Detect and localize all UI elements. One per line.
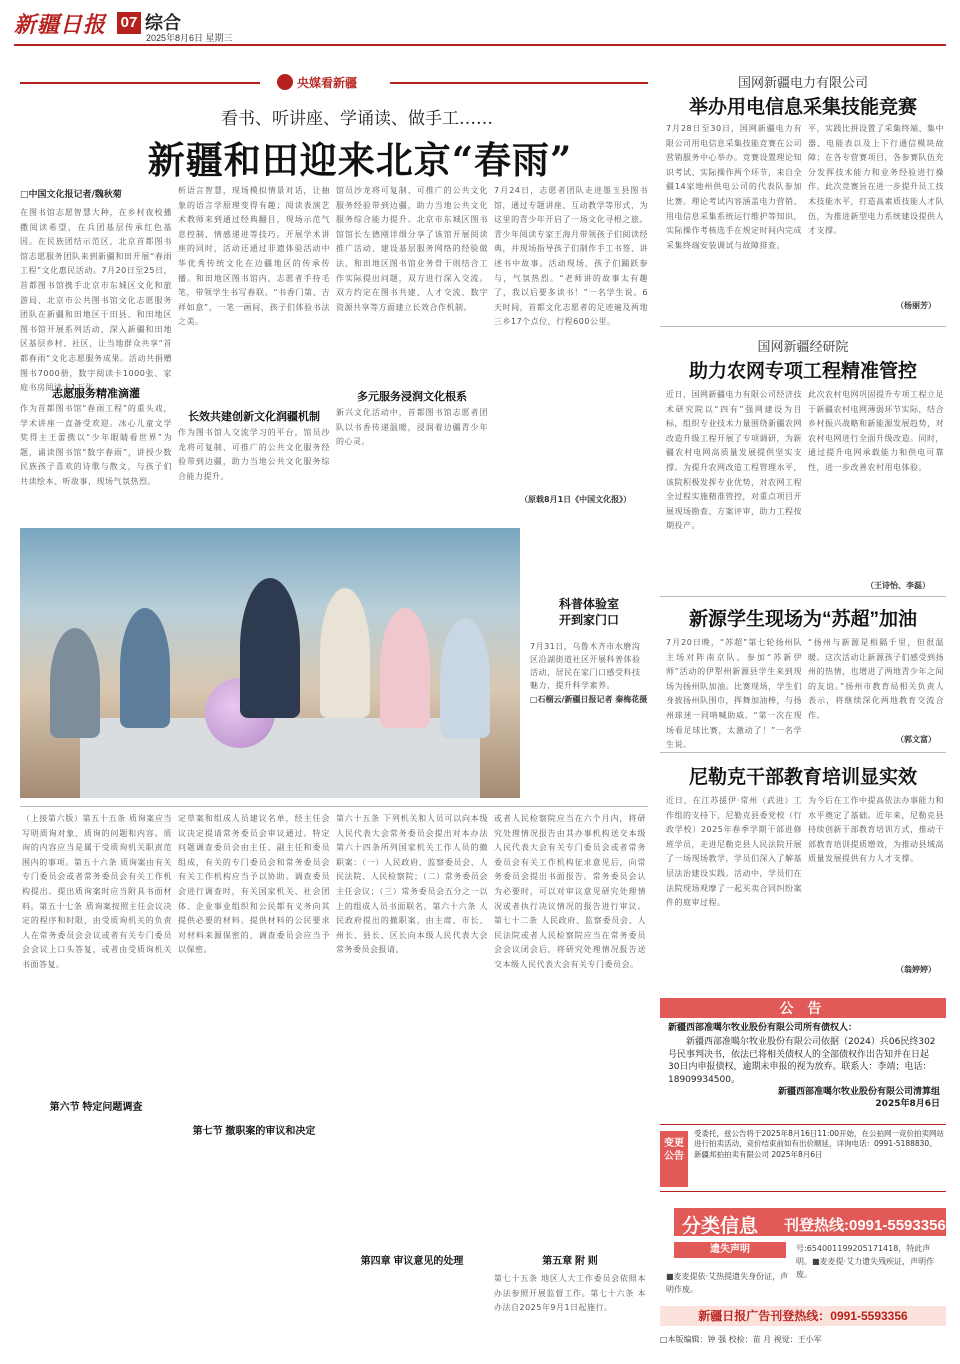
article2-column-1: 近日，国网新疆电力有限公司经济技术研究院以“四有”强网建设为目标，组织专业技术力量围绕新疆农网改造升级工程开展了专项调研，为新疆农村电网高质量发展提供坚实支撑。为提升农网改造工程管理水平，该院积极发挥专业优势，对农网工程全过程实施精准管控，对重点项目开展现场勘查、方案评审，助力工程按期投产。 (666, 390, 802, 531)
lead-byline: □中国文化报记者/魏秋菊 (20, 190, 122, 200)
classified-hotline: 刊登热线:0991-5593356 (784, 1217, 946, 1234)
article4-column-2: 为今后在工作中提高依法办事能力和水平奠定了基础。近年来，尼勒克县持续创新干部教育培训方式，推动干部教育培训提质增效，为推动县域高质量发展提供有力人才支撑。 (808, 796, 944, 864)
photo-table (80, 718, 480, 798)
divider (660, 752, 946, 753)
lead-subhead-2: 长效共建创新文化润疆机制 (188, 411, 320, 423)
lead-column-3: 馆员沙龙将可复制、可推广的公共文化服务经验带到边疆，助力当地公共文化服务综合能力提升。北京市东城区图书馆馆长左德刚详细分享了该馆开展阅读推广活动、建设基层服务网络的经验做法，和田地区图书馆业务骨干则结合工作实际提出问题，双方进行深入交流。双方约定在图书共建、人才交流、数字资源共享等方面建立长效合作机制。 (336, 186, 488, 312)
notice-signer: 新疆西部准噶尔牧业股份有限公司清算组 (777, 1087, 940, 1098)
article3-column-2: “扬州与新源是相隔千里，但很温暖。这次活动让新源孩子们感受到扬州的热情，也增进了两地青少年之间的友谊。”扬州市教育局相关负责人表示，将继续深化两地教育交流合作。 (808, 638, 944, 720)
masthead (14, 8, 946, 46)
classified-title: 分类信息 (682, 1216, 759, 1237)
lead-subhead-1: 志愿服务精准滴灌 (52, 388, 140, 400)
divider (20, 806, 648, 807)
article4-headline: 尼勒克干部教育培训显实效 (688, 767, 917, 788)
divider (20, 82, 260, 84)
law-column-2: 定草案和组成人员建议名单，经主任会议决定提请常务委员会审议通过。特定问题调查委员会由主任、副主任和委员组成，有关的专门委员会和常务委员会有关工作机构应当予以协助。调查委员会进行调查时，有关国家机关、社会团体、企业事业组织和公民都有义务向其提供必要的材料。提供材料的公民要求对材料来源保密的，调查委员会应当予以保密。 (178, 814, 330, 955)
lost-notice-header: 遗失声明 (674, 1242, 786, 1258)
section-name: 综合 (145, 13, 181, 33)
law-column-4: 或者人民检察院应当在六个月内，将研究处理情况报告由其办事机构送交本级人民代表大会有关专门委员会或者常务委员会有关工作机构征求意见后，向常务委员会提出书面报告。常务委员会认为必要时，可以对审议意见研究处理情况或者执行决议情况的报告进行审议。第七十二条 人民政府、监察委员会、人民法院或者人民检察院应当在常务委员会会议闭会后，将研究处理情况报告送交本级人民代表大会有关专门委员会。 (494, 814, 646, 969)
classified-header (674, 1208, 946, 1236)
newspaper-logo: 新疆日报 (14, 12, 107, 38)
ad-hotline-bar: 新疆日报广告刊登热线：0991-5593356 (660, 1306, 946, 1326)
article1-column-2: 平，实践比拼设置了采集终端、集中器、电能表以及上下行通信模块故障；在各专营赛项目，各参赛队伍充分发挥技术能力和业务经验进行操作。此次竞赛旨在进一步提升员工技术技能水平，打造高素质技能人才队伍，为推进新型电力系统建设提供人才支撑。 (808, 124, 944, 236)
badge-dot-icon (277, 74, 293, 90)
lost-notice-2: 号:654001199205171418，特此声明。■麦麦提·艾力遗失残疾证，声明作废。 (796, 1244, 935, 1279)
article1-author: （杨丽芳） (896, 301, 936, 310)
article3-author: （郭文富） (896, 735, 936, 744)
photo-credit: □石榴云/新疆日报记者 秦梅花摄 (530, 695, 648, 704)
article2-kicker: 国网新疆经研院 (757, 339, 849, 354)
law-chapter-6: 第六节 特定问题调查 (49, 1102, 143, 1113)
article1-headline: 举办用电信息采集技能竞赛 (688, 97, 917, 118)
photo-person (320, 588, 370, 718)
photo-person (120, 608, 170, 728)
notice-recipient: 新疆西部准噶尔牧业股份有限公司所有债权人： (668, 1023, 858, 1033)
notice-body (668, 1022, 940, 1111)
lead-headline: 新疆和田迎来北京“春雨” (147, 138, 573, 182)
lead-source: （原载8月1日《中国文化报》） (520, 495, 632, 504)
photo-person (440, 618, 490, 738)
article4-author: （翁婷婷） (896, 965, 936, 974)
law-chapter-7: 第七节 撤职案的审议和决定 (192, 1126, 316, 1137)
article1-column-1: 7月28日至30日，国网新疆电力有限公司用电信息采集技能竞赛在公司营销服务中心举办。竞赛设置理论知识考试、实际操作两个环节，来自全疆14家地州供电公司的代表队参加比赛。理论考试内容涵盖电力营销、用电信息采集系统运行维护等知识，实际操作考核选手在规定时间内完成采集终端安装调试与故障排查。 (666, 124, 802, 250)
article3-column-1: 7月20日晚，“苏超”第七轮扬州队主场对阵南京队，参加“苏新伊师”活动的伊犁州新源县学生来到现场为扬州队加油。比赛现场，学生们身披扬州队围巾，挥舞加油棒，与扬州球迷一同呐喊助威。“第一次在现场看足球比赛，太激动了！”一名学生说。 (666, 638, 802, 750)
notice-text: 新疆西部准噶尔牧业股份有限公司依据（2024）兵06民终302号民事判决书，依法已将相关债权人的全部债权作出告知并在日起30日内申报债权，逾期未申报的视为放弃。联系人：李靖；电话：18909934500。 (668, 1037, 936, 1085)
column-badge (277, 71, 387, 93)
article2-column-2: 此次农村电网巩固提升专项工程立足于新疆农村电网薄弱环节实际，结合乡村振兴战略和新能源发展趋势，对农村电网进行全面升级改造。同时，通过提升电网承载能力和供电可靠性，进一步改善农村用电体验。 (808, 390, 944, 472)
lead-column-2: 析语言智慧，现场模拟情景对话，让抽象的语言学原理变得有趣；阅读表演艺术教师来到通过经典翻目，现场示范气息控制、情感递进等技巧。开展学术讲座的同时，活动还通过非遗体验活动中华优秀传统文化在边疆地区的传承传播。和田地区图书馆内，志愿者手持毛笔，带领学生书写春联。“书香门第、吉祥如意”，一笔一画间，孩子们体验书法之美。 (178, 186, 330, 327)
change-notice-label: 变更公告 (660, 1131, 688, 1187)
article2-author: （王诗怡、李磊） (866, 581, 930, 590)
law-column-3: 第六十五条 下列机关和人员可以向本级人民代表大会常务委员会提出对本办法第六十四条所列国家机关工作人员的撤职案：（一）人民政府、监察委员会、人民法院、人民检察院；（二）常务委员会主任会议；（三）常务委员会五分之一以上的组成人员书面联名。第六十六条 人民政府提出的撤职案，由主席、市长、州长、县长、区长向本级人民代表大会常务委员会报请。 (336, 814, 488, 955)
lead-subhead-3: 多元服务浸润文化根系 (357, 391, 467, 403)
article1-kicker: 国网新疆电力有限公司 (737, 75, 868, 90)
lead-column-3b: 新兴文化活动中，首都图书馆志愿者团队以书香传递温暖，浸润着边疆青少年的心灵。 (336, 408, 488, 447)
photo-caption (530, 596, 648, 796)
lead-column-4: 7月24日，志愿者团队走进墨玉县图书馆，通过专题讲座、互动教学等形式，为这里的青少年开启了一场文化寻根之旅。青少年阅读专家王海月带领孩子们阅读经典，并现场指导孩子们制作手工书签、讲述书中故事。活动现场，孩子们踊跃参与，气氛热烈。“老师讲的故事太有趣了，我以后要多读书！”一名学生说。6天时间，首都文化志愿者的足迹遍及两地三乡17个点位，行程600公里。 (494, 186, 648, 327)
issue-date: 2025年8月6日 星期三 (146, 33, 233, 43)
notice-title: 公 告 (660, 998, 946, 1018)
article2-headline: 助力农网专项工程精准管控 (688, 361, 917, 382)
notice-date: 2025年8月6日 (875, 1099, 940, 1110)
caption-title: 科普体验室 开到家门口 (558, 597, 619, 627)
law-chapter-4: 第四章 审议意见的处理 (360, 1256, 464, 1267)
divider (660, 326, 946, 327)
lead-column-1: 在图书馆志愿智慧大种，在乡村夜校播撒阅读希望，在兵团基层传承红色基因。在民族团结示范区，北京首都图书馆志愿服务团队来到新疆和田开展“春雨工程”文化惠民活动。7月20日至25日，首都图书馆携手北京市东城区文化和旅游局、北京市公共图书馆文化志愿服务团队在新疆和田地区于田县、和田地区图书馆开展系列活动，深入新疆和田地区基层乡村、社区，让当地群众共享“首都春雨”文化志愿服务成果。活动共捐赠图书7000册，数字阅读卡1000张、家庭书房阅读卡1万张。 (20, 208, 172, 393)
badge-label: 央媒看新疆 (297, 75, 358, 90)
photo-person (380, 608, 430, 728)
lead-column-2b: 作为图书馆人交流学习的平台，馆员沙龙将可复制、可推广的公共文化服务经验带到边疆，助力当地公共文化服务综合能力提升。 (178, 428, 330, 481)
article3-headline: 新源学生现场为“苏超”加油 (688, 609, 917, 630)
lead-subheadline: 看书、听讲座、学诵读、做手工…… (221, 109, 493, 129)
change-notice-text: 受委托，兹公告将于2025年8月16日11:00开始，在公拍网一竞价拍卖网站进行拍卖活动，竞价结束前如有出价顺延，详询电话：0991-5188830。新疆邦拍拍卖有限公司 2025年8月6日 (694, 1129, 945, 1159)
divider (660, 596, 946, 597)
photo-person (50, 628, 100, 738)
law-column-4b: 第七十五条 地区人大工作委员会依照本办法参照开展监督工作。第七十六条 本办法自2025年9月1日起施行。 (494, 1274, 646, 1313)
law-column-1: （上接第六版）第五十五条 质询案应当写明质询对象、质询的问题和内容。质询的内容应当是属于受质询机关职责范围内的事项。第五十六条 质询案由有关专门委员会或者常务委员会有关工作机构提出。提出质询案时应当附具书面材料。第五十七条 质询案按照主任会议决定的程序和时限，由受质询机关的负责人在常务委员会会议或者有关专门委员会会议上口头答复，或者由受质询机关书面答复。 (22, 814, 172, 969)
change-notice (660, 1124, 946, 1192)
caption-text: 7月31日，乌鲁木齐市水磨沟区沿湖街道社区开展科普体验活动，居民在家门口感受科技魅力，提升科学素养。 (530, 642, 641, 690)
page-number: 07 (117, 12, 141, 34)
lost-notice-1: ■麦麦提依·艾热提遗失身份证，声明作废。 (666, 1272, 789, 1294)
article4-column-1: 近日，在江苏援伊·常州（武进）工作组的支持下，尼勒克县委党校（行政学校）2025年春季学期干部进修班学员，走进尼勒克县人民法院开展了一场现场教学，学员们深入了解基层法治建设实践。活动中，学员们在法院现场观摩了一起买卖合同纠纷案件的庭审过程。 (666, 796, 802, 908)
editors-line: □本版编辑：钟 强 校检：苗 月 视觉：王小军 (660, 1335, 822, 1344)
law-chapter-5: 第五章 附 则 (542, 1256, 598, 1267)
lead-column-1b: 作为首都图书馆“春雨工程”的重头戏，学术讲座一直备受欢迎。冰心儿童文学奖得主王蕾携以“少年眼睛看世界”为题，诵读图书馆“数字春雨”，讲授少数民族孩子喜欢的诗歌与散文，与孩子们共读绘本、听故事，现场气氛热烈。 (20, 404, 172, 486)
photo-person (240, 578, 300, 718)
divider (390, 82, 648, 84)
news-photo (20, 528, 520, 798)
